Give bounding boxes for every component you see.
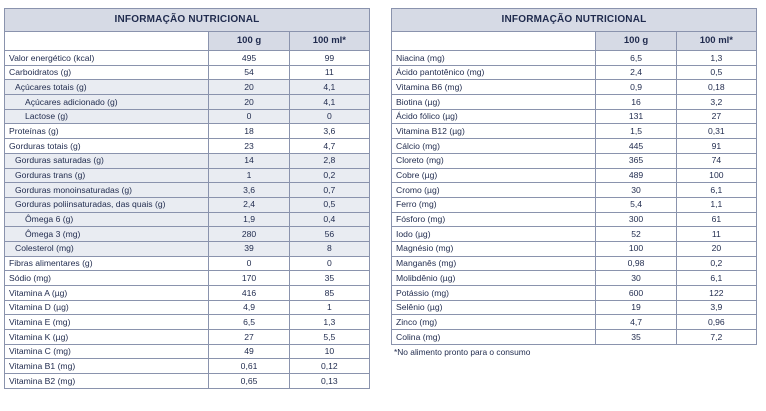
table-row: [5, 109, 370, 124]
value-100ml: 61: [676, 212, 756, 227]
nutrient-name: Fósforo (mg): [392, 212, 596, 227]
table-row: [5, 374, 370, 389]
nutrient-name: Selênio (µg): [392, 300, 596, 315]
value-100ml: 11: [289, 65, 369, 80]
value-100ml: 27: [676, 109, 756, 124]
table-row: [5, 300, 370, 315]
column-header-100g: 100 g: [209, 32, 289, 51]
value-100g: 3,6: [209, 183, 289, 198]
nutrition-table: [391, 8, 757, 345]
table-row: [5, 344, 370, 359]
value-100g: 2,4: [596, 65, 676, 80]
nutrient-name: Vitamina D (µg): [5, 300, 209, 315]
nutrient-name: Gorduras saturadas (g): [5, 153, 209, 168]
nutrient-name: Lactose (g): [5, 109, 209, 124]
value-100ml: 4,1: [289, 95, 369, 110]
nutrition-table-left: [4, 8, 370, 389]
column-header-100ml: 100 ml*: [676, 32, 756, 51]
value-100g: 300: [596, 212, 676, 227]
nutrient-name: Carboidratos (g): [5, 65, 209, 80]
table-row: [392, 95, 757, 110]
value-100ml: 0,31: [676, 124, 756, 139]
value-100g: 1,9: [209, 212, 289, 227]
value-100g: 0,9: [596, 80, 676, 95]
nutrient-name: Proteínas (g): [5, 124, 209, 139]
value-100g: 4,9: [209, 300, 289, 315]
nutrient-name: Vitamina B1 (mg): [5, 359, 209, 374]
value-100g: 54: [209, 65, 289, 80]
value-100ml: 0,7: [289, 183, 369, 198]
value-100g: 20: [209, 80, 289, 95]
table-title: INFORMAÇÃO NUTRICIONAL: [392, 9, 757, 32]
table-row: [5, 183, 370, 198]
value-100g: 495: [209, 51, 289, 66]
footnote: *No alimento pronto para o consumo: [394, 347, 531, 357]
table-row: [5, 315, 370, 330]
value-100ml: 4,7: [289, 139, 369, 154]
value-100g: 19: [596, 300, 676, 315]
value-100g: 0: [209, 109, 289, 124]
column-header-100g: 100 g: [596, 32, 676, 51]
table-row: [392, 212, 757, 227]
nutrient-name: Ferro (mg): [392, 197, 596, 212]
value-100ml: 5,5: [289, 330, 369, 345]
nutrient-name: Vitamina K (µg): [5, 330, 209, 345]
value-100g: 4,7: [596, 315, 676, 330]
nutrient-name: Ácido fólico (µg): [392, 109, 596, 124]
nutrient-name: Niacina (mg): [392, 51, 596, 66]
value-100g: 170: [209, 271, 289, 286]
nutrient-name: Gorduras poliinsaturadas, das quais (g): [5, 197, 209, 212]
nutrient-name: Sódio (mg): [5, 271, 209, 286]
value-100g: 14: [209, 153, 289, 168]
nutrient-name: Molibdênio (µg): [392, 271, 596, 286]
value-100ml: 0,5: [676, 65, 756, 80]
value-100g: 30: [596, 271, 676, 286]
nutrient-name: Colesterol (mg): [5, 241, 209, 256]
table-row: [5, 124, 370, 139]
table-row: [5, 95, 370, 110]
nutrient-name: Manganês (mg): [392, 256, 596, 271]
value-100g: 6,5: [209, 315, 289, 330]
value-100g: 6,5: [596, 51, 676, 66]
value-100ml: 122: [676, 286, 756, 301]
value-100g: 2,4: [209, 197, 289, 212]
value-100g: 52: [596, 227, 676, 242]
value-100ml: 100: [676, 168, 756, 183]
value-100ml: 4,1: [289, 80, 369, 95]
nutrient-name: Vitamina C (mg): [5, 344, 209, 359]
table-row: [392, 271, 757, 286]
nutrient-name: Gorduras trans (g): [5, 168, 209, 183]
value-100ml: 0,18: [676, 80, 756, 95]
value-100ml: 91: [676, 139, 756, 154]
value-100ml: 2,8: [289, 153, 369, 168]
value-100g: 16: [596, 95, 676, 110]
value-100g: 27: [209, 330, 289, 345]
table-row: [5, 359, 370, 374]
table-row: [392, 300, 757, 315]
value-100g: 445: [596, 139, 676, 154]
table-row: [392, 286, 757, 301]
value-100ml: 0,12: [289, 359, 369, 374]
nutrient-name: Ômega 3 (mg): [5, 227, 209, 242]
nutrient-name: Colina (mg): [392, 330, 596, 345]
value-100ml: 74: [676, 153, 756, 168]
value-100ml: 6,1: [676, 271, 756, 286]
table-body: [392, 51, 757, 345]
value-100ml: 8: [289, 241, 369, 256]
value-100g: 0,61: [209, 359, 289, 374]
table-row: [5, 330, 370, 345]
value-100ml: 99: [289, 51, 369, 66]
table-row: [392, 168, 757, 183]
column-header-100ml: 100 ml*: [289, 32, 369, 51]
value-100g: 1: [209, 168, 289, 183]
value-100g: 1,5: [596, 124, 676, 139]
table-row: [392, 183, 757, 198]
value-100g: 131: [596, 109, 676, 124]
value-100ml: 11: [676, 227, 756, 242]
table-row: [392, 241, 757, 256]
nutrient-name: Vitamina B2 (mg): [5, 374, 209, 389]
value-100g: 30: [596, 183, 676, 198]
value-100ml: 0: [289, 256, 369, 271]
table-row: [5, 227, 370, 242]
nutrient-name: Vitamina B12 (µg): [392, 124, 596, 139]
nutrition-table-right: [391, 8, 757, 345]
value-100g: 280: [209, 227, 289, 242]
table-row: [392, 109, 757, 124]
table-title: INFORMAÇÃO NUTRICIONAL: [5, 9, 370, 32]
table-row: [392, 330, 757, 345]
table-row: [392, 80, 757, 95]
table-body: [5, 51, 370, 389]
nutrient-name: Açúcares adicionado (g): [5, 95, 209, 110]
table-row: [5, 286, 370, 301]
nutrient-name: Cromo (µg): [392, 183, 596, 198]
nutrient-name: Magnésio (mg): [392, 241, 596, 256]
nutrient-name: Fibras alimentares (g): [5, 256, 209, 271]
value-100ml: 1,3: [289, 315, 369, 330]
value-100ml: 56: [289, 227, 369, 242]
value-100ml: 3,2: [676, 95, 756, 110]
value-100ml: 0,4: [289, 212, 369, 227]
value-100g: 18: [209, 124, 289, 139]
column-header-blank: [392, 32, 596, 51]
nutrient-name: Gorduras totais (g): [5, 139, 209, 154]
nutrient-name: Valor energético (kcal): [5, 51, 209, 66]
value-100ml: 0,2: [676, 256, 756, 271]
nutrient-name: Ácido pantotênico (mg): [392, 65, 596, 80]
nutrient-name: Cobre (µg): [392, 168, 596, 183]
table-row: [392, 65, 757, 80]
table-row: [392, 197, 757, 212]
value-100g: 49: [209, 344, 289, 359]
nutrient-name: Cloreto (mg): [392, 153, 596, 168]
table-row: [5, 271, 370, 286]
value-100g: 489: [596, 168, 676, 183]
value-100ml: 0,5: [289, 197, 369, 212]
table-row: [392, 227, 757, 242]
value-100g: 20: [209, 95, 289, 110]
value-100g: 416: [209, 286, 289, 301]
column-header-blank: [5, 32, 209, 51]
value-100ml: 0,96: [676, 315, 756, 330]
value-100ml: 35: [289, 271, 369, 286]
nutrient-name: Vitamina B6 (mg): [392, 80, 596, 95]
value-100ml: 85: [289, 286, 369, 301]
nutrition-table: [4, 8, 370, 389]
table-row: [5, 80, 370, 95]
table-row: [5, 153, 370, 168]
table-row: [392, 139, 757, 154]
value-100g: 0,65: [209, 374, 289, 389]
nutrient-name: Iodo (µg): [392, 227, 596, 242]
value-100ml: 0: [289, 109, 369, 124]
value-100ml: 3,6: [289, 124, 369, 139]
table-row: [392, 256, 757, 271]
value-100g: 100: [596, 241, 676, 256]
nutrient-name: Cálcio (mg): [392, 139, 596, 154]
nutrient-name: Zinco (mg): [392, 315, 596, 330]
value-100ml: 20: [676, 241, 756, 256]
table-row: [5, 197, 370, 212]
nutrient-name: Ômega 6 (g): [5, 212, 209, 227]
value-100g: 0: [209, 256, 289, 271]
value-100ml: 0,13: [289, 374, 369, 389]
nutrient-name: Vitamina A (µg): [5, 286, 209, 301]
table-row: [392, 124, 757, 139]
value-100ml: 1,3: [676, 51, 756, 66]
table-row: [5, 65, 370, 80]
value-100ml: 1: [289, 300, 369, 315]
value-100ml: 10: [289, 344, 369, 359]
value-100g: 23: [209, 139, 289, 154]
table-row: [392, 51, 757, 66]
table-row: [5, 212, 370, 227]
nutrient-name: Vitamina E (mg): [5, 315, 209, 330]
value-100g: 365: [596, 153, 676, 168]
table-row: [392, 315, 757, 330]
table-row: [5, 168, 370, 183]
table-row: [5, 241, 370, 256]
value-100g: 35: [596, 330, 676, 345]
value-100g: 5,4: [596, 197, 676, 212]
table-row: [392, 153, 757, 168]
value-100ml: 0,2: [289, 168, 369, 183]
table-row: [5, 256, 370, 271]
value-100ml: 3,9: [676, 300, 756, 315]
value-100ml: 6,1: [676, 183, 756, 198]
table-row: [5, 139, 370, 154]
nutrient-name: Potássio (mg): [392, 286, 596, 301]
table-row: [5, 51, 370, 66]
value-100ml: 1,1: [676, 197, 756, 212]
value-100g: 600: [596, 286, 676, 301]
value-100ml: 7,2: [676, 330, 756, 345]
nutrient-name: Gorduras monoinsaturadas (g): [5, 183, 209, 198]
nutrient-name: Açúcares totais (g): [5, 80, 209, 95]
value-100g: 0,98: [596, 256, 676, 271]
value-100g: 39: [209, 241, 289, 256]
nutrient-name: Biotina (µg): [392, 95, 596, 110]
